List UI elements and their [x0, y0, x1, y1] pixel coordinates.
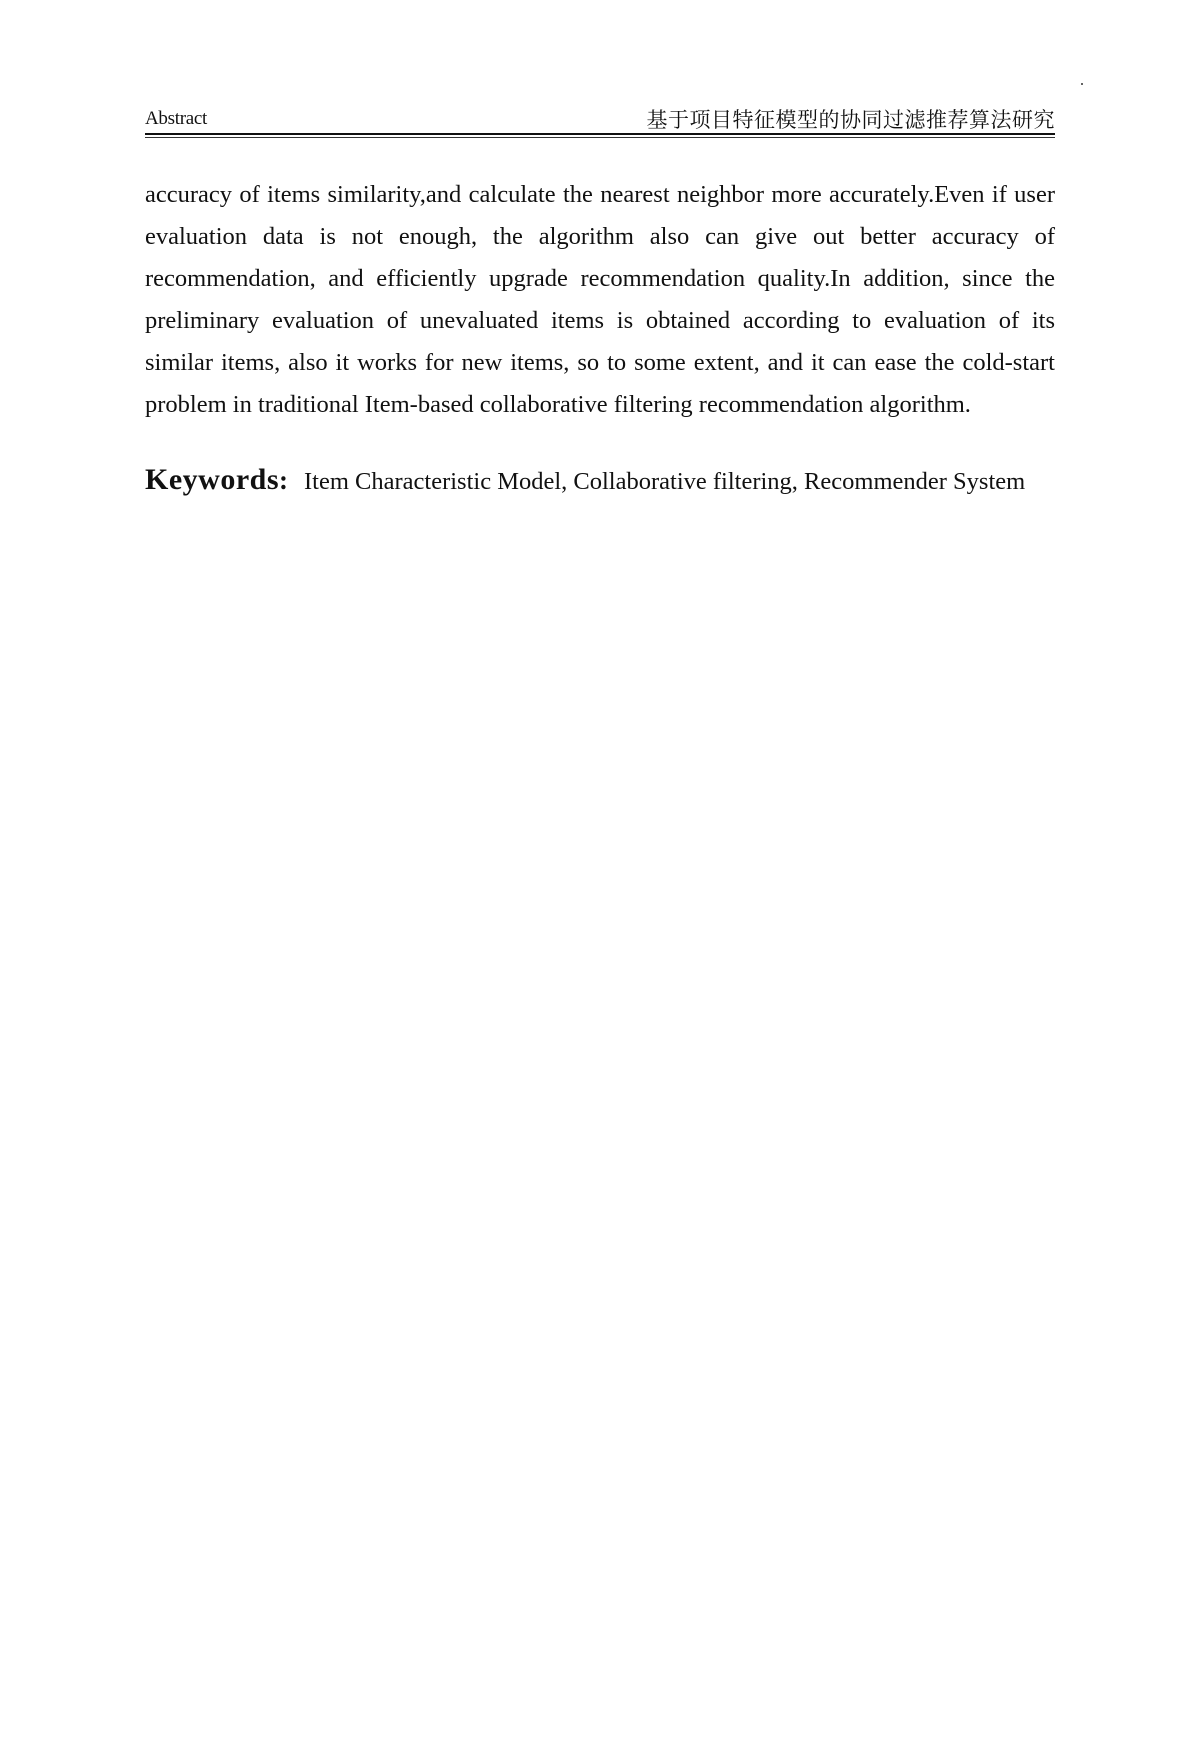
paragraph-line: recommendation, and efficiently upgrade recommendation quality.In addition, since the [145, 265, 1055, 292]
abstract-paragraph [145, 174, 1055, 426]
keywords-colon: : [279, 465, 288, 495]
keywords-line [145, 463, 1105, 497]
paragraph-line: evaluation data is not enough, the algorithm also can give out better accuracy of [145, 223, 1055, 250]
paragraph-line: accuracy of items similarity,and calculate the nearest neighbor more accurately.Even if user [145, 181, 1055, 208]
paragraph-line: similar items, also it works for new items, so to some extent, and it can ease the cold-start [145, 349, 1055, 376]
paragraph-line: preliminary evaluation of unevaluated items is obtained according to evaluation of its [145, 307, 1055, 334]
keywords-text: Item Characteristic Model, Collaborative filtering, Recommender System [304, 468, 1026, 495]
header-thesis-title: 基于项目特征模型的协同过滤推荐算法研究 [646, 108, 1055, 132]
running-header [145, 102, 1055, 136]
header-rule [145, 133, 1055, 135]
keywords-label: Keywords [145, 463, 279, 496]
header-rule-secondary [145, 137, 1055, 138]
scan-speck [1081, 83, 1083, 85]
paragraph-line: problem in traditional Item-based collaborative filtering recommendation algorithm. [145, 391, 971, 418]
header-section-label: Abstract [145, 108, 207, 129]
